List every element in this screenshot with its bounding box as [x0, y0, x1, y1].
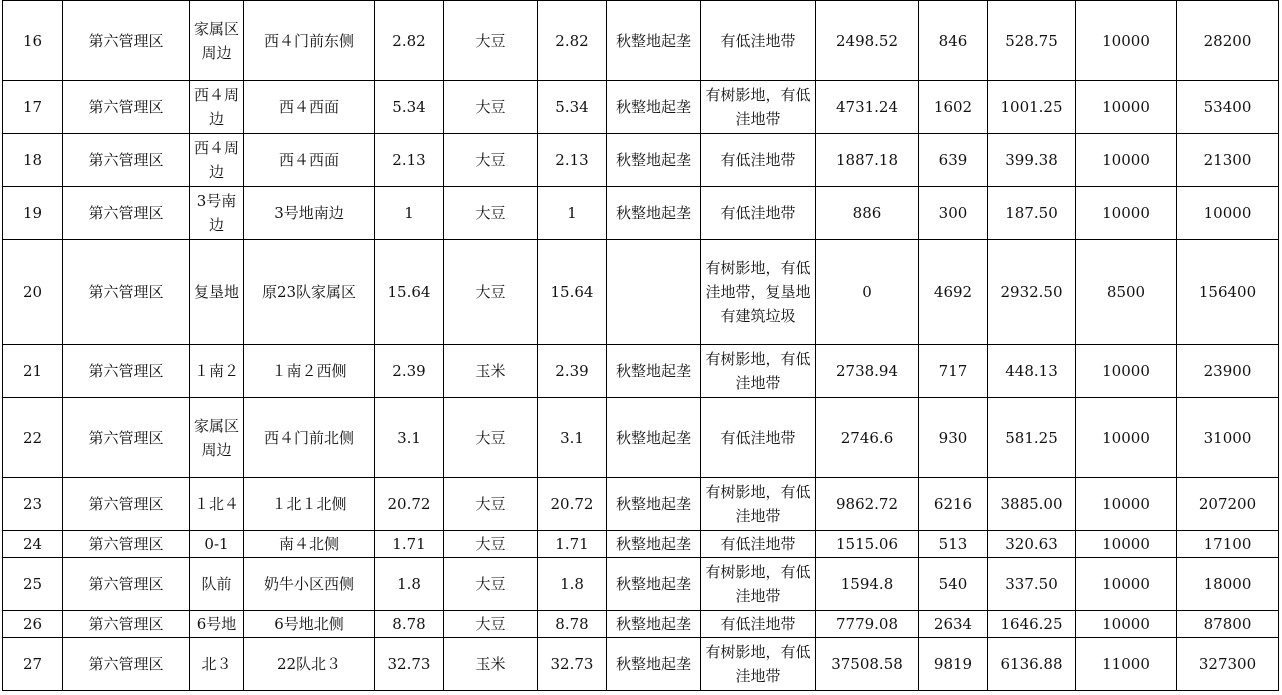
crop-cell: 大豆	[444, 611, 538, 638]
planted-area-cell: 1.8	[538, 558, 607, 611]
value3-cell: 6136.88	[988, 638, 1076, 691]
area-cell: 1.8	[375, 558, 444, 611]
district-cell: 第六管理区	[63, 187, 190, 240]
tillage-cell: 秋整地起垄	[607, 531, 701, 558]
district-cell: 第六管理区	[63, 240, 190, 345]
crop-cell: 大豆	[444, 187, 538, 240]
planted-area-cell: 3.1	[538, 398, 607, 478]
total-cell: 17100	[1177, 531, 1279, 558]
area-cell: 32.73	[375, 638, 444, 691]
unit-price-cell: 11000	[1076, 638, 1177, 691]
area-cell: 1	[375, 187, 444, 240]
plot-cell: 3号南边	[190, 187, 244, 240]
plot-cell: 家属区周边	[190, 1, 244, 81]
unit-price-cell: 10000	[1076, 558, 1177, 611]
crop-cell: 大豆	[444, 558, 538, 611]
crop-cell: 玉米	[444, 345, 538, 398]
district-cell: 第六管理区	[63, 531, 190, 558]
table-row	[3, 638, 1279, 691]
value3-cell: 2932.50	[988, 240, 1076, 345]
plot-cell: 西４周边	[190, 134, 244, 187]
area-cell: 20.72	[375, 478, 444, 531]
value1-cell: 2738.94	[816, 345, 919, 398]
row-number-cell: 17	[3, 81, 63, 134]
value3-cell: 448.13	[988, 345, 1076, 398]
value2-cell: 300	[919, 187, 988, 240]
unit-price-cell: 10000	[1076, 81, 1177, 134]
value2-cell: 717	[919, 345, 988, 398]
row-number-cell: 19	[3, 187, 63, 240]
district-cell: 第六管理区	[63, 611, 190, 638]
value2-cell: 540	[919, 558, 988, 611]
value1-cell: 9862.72	[816, 478, 919, 531]
crop-cell: 玉米	[444, 638, 538, 691]
unit-price-cell: 10000	[1076, 187, 1177, 240]
location-cell: 西４门前东侧	[244, 1, 375, 81]
planted-area-cell: 1	[538, 187, 607, 240]
planted-area-cell: 8.78	[538, 611, 607, 638]
terrain-note-cell: 有低洼地带	[701, 531, 816, 558]
plot-cell: 西４周边	[190, 81, 244, 134]
value2-cell: 846	[919, 1, 988, 81]
value2-cell: 2634	[919, 611, 988, 638]
table-row	[3, 478, 1279, 531]
district-cell: 第六管理区	[63, 81, 190, 134]
value1-cell: 2498.52	[816, 1, 919, 81]
value2-cell: 639	[919, 134, 988, 187]
plot-cell: １北４	[190, 478, 244, 531]
location-cell: 南４北侧	[244, 531, 375, 558]
row-number-cell: 21	[3, 345, 63, 398]
value3-cell: 187.50	[988, 187, 1076, 240]
crop-cell: 大豆	[444, 134, 538, 187]
unit-price-cell: 10000	[1076, 611, 1177, 638]
row-number-cell: 27	[3, 638, 63, 691]
row-number-cell: 24	[3, 531, 63, 558]
terrain-note-cell: 有树影地，有低洼地带，复垦地有建筑垃圾	[701, 240, 816, 345]
row-number-cell: 23	[3, 478, 63, 531]
tillage-cell: 秋整地起垄	[607, 187, 701, 240]
table-row	[3, 611, 1279, 638]
value2-cell: 6216	[919, 478, 988, 531]
unit-price-cell: 10000	[1076, 478, 1177, 531]
value1-cell: 0	[816, 240, 919, 345]
terrain-note-cell: 有低洼地带	[701, 611, 816, 638]
row-number-cell: 18	[3, 134, 63, 187]
area-cell: 5.34	[375, 81, 444, 134]
total-cell: 10000	[1177, 187, 1279, 240]
area-cell: 2.13	[375, 134, 444, 187]
value3-cell: 1646.25	[988, 611, 1076, 638]
crop-cell: 大豆	[444, 398, 538, 478]
value3-cell: 320.63	[988, 531, 1076, 558]
plot-cell: 队前	[190, 558, 244, 611]
table-row	[3, 81, 1279, 134]
table-row	[3, 345, 1279, 398]
row-number-cell: 16	[3, 1, 63, 81]
row-number-cell: 22	[3, 398, 63, 478]
unit-price-cell: 10000	[1076, 1, 1177, 81]
total-cell: 87800	[1177, 611, 1279, 638]
terrain-note-cell: 有低洼地带	[701, 1, 816, 81]
value1-cell: 1887.18	[816, 134, 919, 187]
planted-area-cell: 2.13	[538, 134, 607, 187]
total-cell: 18000	[1177, 558, 1279, 611]
area-cell: 8.78	[375, 611, 444, 638]
plot-cell: 0-1	[190, 531, 244, 558]
table-row	[3, 240, 1279, 345]
plot-cell: 北３	[190, 638, 244, 691]
planted-area-cell: 20.72	[538, 478, 607, 531]
area-cell: 3.1	[375, 398, 444, 478]
terrain-note-cell: 有树影地，有低洼地带	[701, 81, 816, 134]
value2-cell: 1602	[919, 81, 988, 134]
crop-cell: 大豆	[444, 81, 538, 134]
tillage-cell: 秋整地起垄	[607, 398, 701, 478]
location-cell: 22队北３	[244, 638, 375, 691]
tillage-cell: 秋整地起垄	[607, 638, 701, 691]
value3-cell: 399.38	[988, 134, 1076, 187]
value1-cell: 886	[816, 187, 919, 240]
terrain-note-cell: 有树影地，有低洼地带	[701, 558, 816, 611]
table-row	[3, 187, 1279, 240]
value1-cell: 1594.8	[816, 558, 919, 611]
value3-cell: 581.25	[988, 398, 1076, 478]
tillage-cell	[607, 240, 701, 345]
planted-area-cell: 1.71	[538, 531, 607, 558]
total-cell: 28200	[1177, 1, 1279, 81]
district-cell: 第六管理区	[63, 345, 190, 398]
table-body	[3, 1, 1279, 691]
tillage-cell: 秋整地起垄	[607, 81, 701, 134]
location-cell: 西４西面	[244, 134, 375, 187]
table-row	[3, 558, 1279, 611]
table-row	[3, 134, 1279, 187]
value3-cell: 1001.25	[988, 81, 1076, 134]
table-row	[3, 1, 1279, 81]
location-cell: 3号地南边	[244, 187, 375, 240]
plot-cell: 家属区周边	[190, 398, 244, 478]
value2-cell: 513	[919, 531, 988, 558]
total-cell: 23900	[1177, 345, 1279, 398]
planted-area-cell: 32.73	[538, 638, 607, 691]
total-cell: 21300	[1177, 134, 1279, 187]
location-cell: 西４门前北侧	[244, 398, 375, 478]
tillage-cell: 秋整地起垄	[607, 134, 701, 187]
tillage-cell: 秋整地起垄	[607, 345, 701, 398]
area-cell: 1.71	[375, 531, 444, 558]
total-cell: 53400	[1177, 81, 1279, 134]
crop-cell: 大豆	[444, 478, 538, 531]
tillage-cell: 秋整地起垄	[607, 611, 701, 638]
value1-cell: 4731.24	[816, 81, 919, 134]
table-row	[3, 398, 1279, 478]
total-cell: 327300	[1177, 638, 1279, 691]
location-cell: １北１北侧	[244, 478, 375, 531]
location-cell: 奶牛小区西侧	[244, 558, 375, 611]
planted-area-cell: 2.82	[538, 1, 607, 81]
value1-cell: 1515.06	[816, 531, 919, 558]
plot-cell: 6号地	[190, 611, 244, 638]
terrain-note-cell: 有低洼地带	[701, 134, 816, 187]
total-cell: 207200	[1177, 478, 1279, 531]
terrain-note-cell: 有低洼地带	[701, 187, 816, 240]
plot-cell: １南２	[190, 345, 244, 398]
location-cell: 原23队家属区	[244, 240, 375, 345]
value1-cell: 37508.58	[816, 638, 919, 691]
value3-cell: 528.75	[988, 1, 1076, 81]
location-cell: 西４西面	[244, 81, 375, 134]
crop-cell: 大豆	[444, 531, 538, 558]
value2-cell: 930	[919, 398, 988, 478]
tillage-cell: 秋整地起垄	[607, 1, 701, 81]
row-number-cell: 25	[3, 558, 63, 611]
crop-cell: 大豆	[444, 240, 538, 345]
crop-cell: 大豆	[444, 1, 538, 81]
table-row	[3, 531, 1279, 558]
tillage-cell: 秋整地起垄	[607, 478, 701, 531]
total-cell: 31000	[1177, 398, 1279, 478]
unit-price-cell: 8500	[1076, 240, 1177, 345]
district-cell: 第六管理区	[63, 558, 190, 611]
terrain-note-cell: 有低洼地带	[701, 398, 816, 478]
land-lease-table	[2, 0, 1279, 691]
value2-cell: 4692	[919, 240, 988, 345]
unit-price-cell: 10000	[1076, 531, 1177, 558]
unit-price-cell: 10000	[1076, 134, 1177, 187]
terrain-note-cell: 有树影地，有低洼地带	[701, 478, 816, 531]
planted-area-cell: 2.39	[538, 345, 607, 398]
row-number-cell: 26	[3, 611, 63, 638]
location-cell: １南２西侧	[244, 345, 375, 398]
planted-area-cell: 15.64	[538, 240, 607, 345]
area-cell: 15.64	[375, 240, 444, 345]
planted-area-cell: 5.34	[538, 81, 607, 134]
area-cell: 2.82	[375, 1, 444, 81]
district-cell: 第六管理区	[63, 1, 190, 81]
unit-price-cell: 10000	[1076, 345, 1177, 398]
area-cell: 2.39	[375, 345, 444, 398]
tillage-cell: 秋整地起垄	[607, 558, 701, 611]
district-cell: 第六管理区	[63, 638, 190, 691]
value1-cell: 2746.6	[816, 398, 919, 478]
value3-cell: 337.50	[988, 558, 1076, 611]
district-cell: 第六管理区	[63, 478, 190, 531]
district-cell: 第六管理区	[63, 134, 190, 187]
location-cell: 6号地北侧	[244, 611, 375, 638]
value2-cell: 9819	[919, 638, 988, 691]
value1-cell: 7779.08	[816, 611, 919, 638]
terrain-note-cell: 有树影地，有低洼地带	[701, 638, 816, 691]
total-cell: 156400	[1177, 240, 1279, 345]
row-number-cell: 20	[3, 240, 63, 345]
district-cell: 第六管理区	[63, 398, 190, 478]
terrain-note-cell: 有树影地，有低洼地带	[701, 345, 816, 398]
unit-price-cell: 10000	[1076, 398, 1177, 478]
plot-cell: 复垦地	[190, 240, 244, 345]
value3-cell: 3885.00	[988, 478, 1076, 531]
